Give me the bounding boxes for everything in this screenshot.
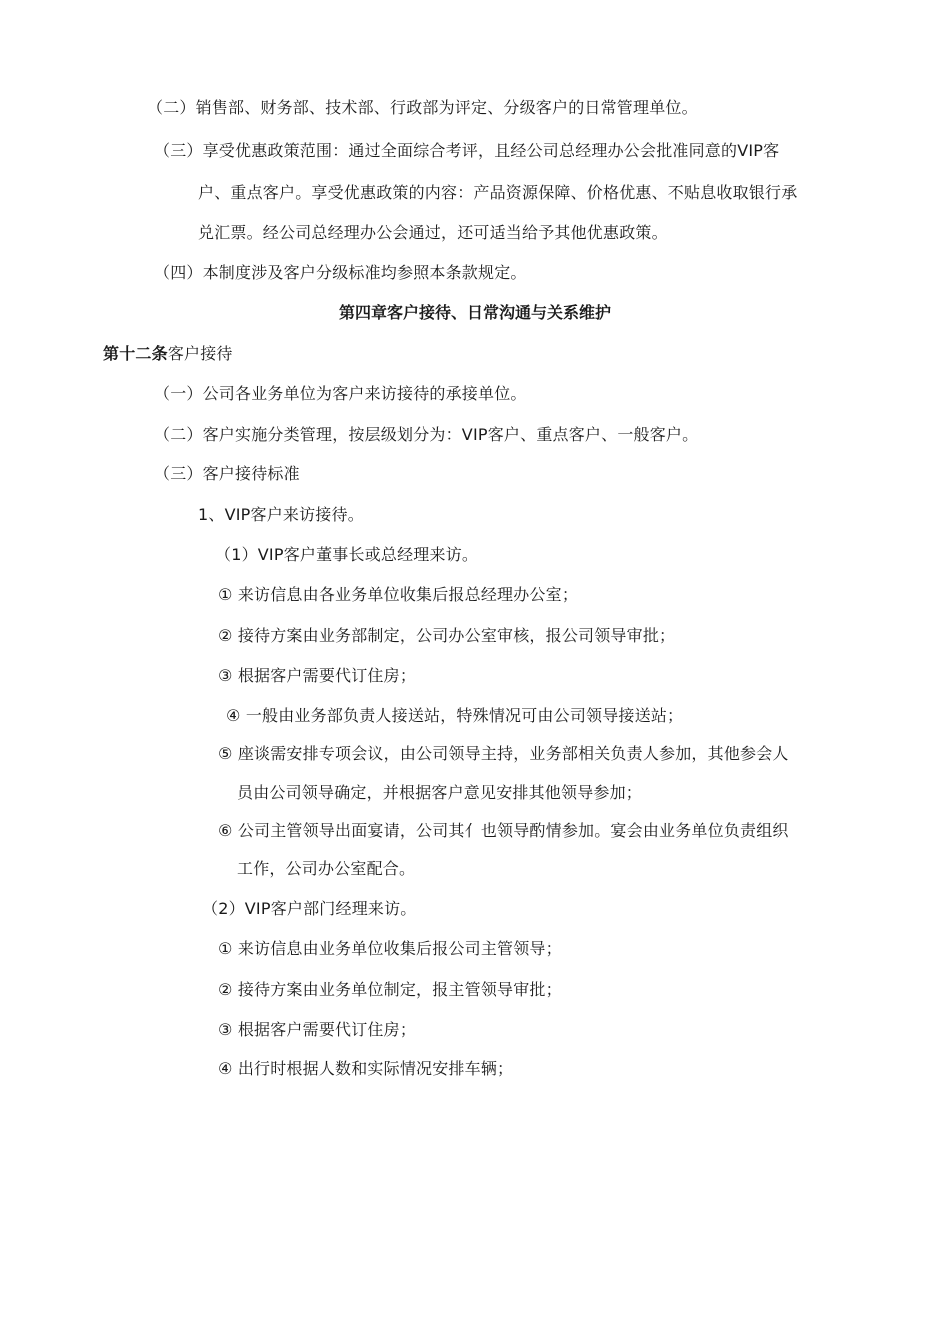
paragraph-line: （二）销售部、财务部、技术部、行政部为评定、分级客户的日常管理单位。 xyxy=(147,98,698,117)
chapter-heading: 第四章客户接待、日常沟通与关系维护 xyxy=(338,303,611,322)
list-item: ④ 一般由业务部负责人接送站，特殊情况可由公司领导接送站； xyxy=(226,706,684,725)
paragraph-line: （三）享受优惠政策范围：通过全面综合考评，且经公司总经理办公会批准同意的VIP客 xyxy=(154,141,780,160)
paragraph-line: （一）公司各业务单位为客户来访接待的承接单位。 xyxy=(154,384,527,403)
paragraph-line: 1、VIP客户来访接待。 xyxy=(198,505,364,524)
list-item: ② 接待方案由业务部制定，公司办公室审核，报公司领导审批； xyxy=(218,626,676,645)
paragraph-line: 兑汇票。经公司总经理办公会通过，还可适当给予其他优惠政策。 xyxy=(198,223,668,242)
list-item-continuation: 工作，公司办公室配合。 xyxy=(237,859,416,878)
list-item: ① 来访信息由业务单位收集后报公司主管领导； xyxy=(218,939,562,958)
paragraph-line: （2）VIP客户部门经理来访。 xyxy=(202,899,417,918)
list-item-continuation: 员由公司领导确定，并根据客户意见安排其他领导参加； xyxy=(237,783,643,802)
list-item: ⑥ 公司主管领导出面宴请，公司其亻也领导酌情参加。宴会由业务单位负责组织 xyxy=(218,821,789,840)
article-heading xyxy=(103,343,233,365)
paragraph-line: （1）VIP客户董事长或总经理来访。 xyxy=(215,545,479,564)
list-item: ④ 出行时根据人数和实际情况安排车辆； xyxy=(218,1059,514,1078)
list-item: ③ 根据客户需要代订住房； xyxy=(218,666,417,685)
article-number: 第十二条 xyxy=(103,344,168,363)
paragraph-line: （三）客户接待标准 xyxy=(154,464,300,483)
list-item: ② 接待方案由业务单位制定，报主管领导审批； xyxy=(218,980,562,999)
list-item: ① 来访信息由各业务单位收集后报总经理办公室； xyxy=(218,585,579,604)
article-title: 客户接待 xyxy=(167,344,233,363)
paragraph-line: 户、重点客户。享受优惠政策的内容：产品资源保障、价格优惠、不贴息收取银行承 xyxy=(198,183,798,202)
paragraph-line: （二）客户实施分类管理，按层级划分为：VIP客户、重点客户、一般客户。 xyxy=(154,425,699,444)
paragraph-line: （四）本制度涉及客户分级标准均参照本条款规定。 xyxy=(154,263,527,282)
list-item: ⑤ 座谈需安排专项会议，由公司领导主持，业务部相关负责人参加，其他参会人 xyxy=(218,744,789,763)
list-item: ③ 根据客户需要代订住房； xyxy=(218,1020,417,1039)
